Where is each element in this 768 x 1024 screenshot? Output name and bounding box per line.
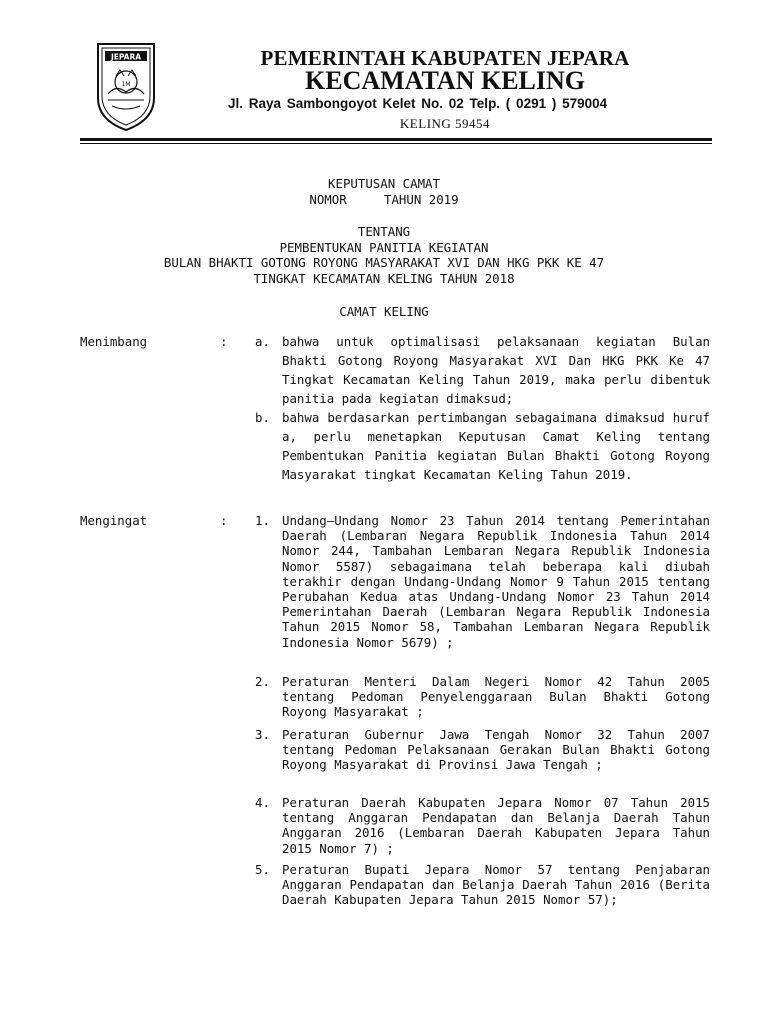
decree-title-line: KEPUTUSAN CAMAT: [328, 176, 440, 191]
item-marker: 5.: [255, 862, 270, 877]
letterhead-government: PEMERINTAH KABUPATEN JEPARA: [260, 46, 630, 70]
item-marker: a.: [255, 334, 270, 349]
mengingat-item: [255, 727, 710, 773]
letterhead-address: Jl. Raya Sambongoyot Kelet No. 02 Telp. ( 0291 ) 579004: [228, 96, 608, 111]
letterhead-district: KECAMATAN KELING: [305, 66, 585, 95]
menimbang-item: [255, 408, 710, 484]
decree-authority: CAMAT KELING: [339, 304, 429, 319]
item-text: bahwa untuk optimalisasi pelaksanaan kegiatan Bulan Bhakti Gotong Royong Masyarakat XVI Dan HKG PKK Ke 47 Tingkat Kecamatan Keling Tahun 2019, maka perlu dibentuk panitia pada kegiatan dimaksud;: [282, 334, 710, 406]
mengingat-item: [255, 795, 710, 856]
svg-text:1M: 1M: [121, 81, 131, 88]
menimbang-colon: :: [220, 334, 228, 349]
item-text: bahwa berdasarkan pertimbangan sebagaimana dimaksud huruf a, perlu menetapkan Keputusan Camat Keling tentang Pembentukan Panitia kegiatan Bulan Bhakti Gotong Royong Masyarakat tingkat Kecamatan Keling Tahun 2019.: [282, 410, 710, 482]
item-marker: 2.: [255, 674, 270, 689]
menimbang-item: [255, 332, 710, 408]
decree-subject: [0, 224, 768, 286]
mengingat-label: Mengingat: [80, 513, 148, 528]
subject-line: TINGKAT KECAMATAN KELING TAHUN 2018: [253, 270, 515, 286]
mengingat-item: [255, 513, 710, 650]
item-marker: 3.: [255, 727, 270, 742]
item-marker: b.: [255, 410, 270, 425]
item-text: Peraturan Gubernur Jawa Tengah Nomor 32 Tahun 2007 tentang Pedoman Pelaksanaan Gerakan Bulan Bhakti Gotong Royong Masyarakat di Provinsi Jawa Tengah ;: [282, 727, 710, 773]
letterhead-divider-thin: [80, 143, 712, 144]
letterhead-divider: [80, 138, 712, 141]
mengingat-item: [255, 862, 710, 908]
decree-title: [0, 176, 768, 207]
item-text: Undang–Undang Nomor 23 Tahun 2014 tentang Pemerintahan Daerah (Lembaran Negara Republik Indonesia Tahun 2014 Nomor 244, Tambahan Lembaran Negara Republik Indonesia Nomor 5587) sebagaimana telah beberapa kali diubah terakhir dengan Undang-Undang Nomor 9 Tahun 2015 tentang Perubahan Kedua atas Undang-Undang Nomor 23 Tahun 2014 Pemerintahan Daerah (Lembaran Negara Republik Indonesia Tahun 2015 Nomor 58, Tambahan Lembaran Negara Republik Indonesia Nomor 5679) ;: [282, 513, 710, 650]
letterhead-postal: KELING 59454: [399, 116, 491, 131]
mengingat-item: [255, 674, 710, 720]
tentang-heading: TENTANG: [357, 224, 411, 239]
subject-line: BULAN BHAKTI GOTONG ROYONG MASYARAKAT XVI DAN HKG PKK KE 47: [163, 255, 605, 270]
item-text: Peraturan Bupati Jepara Nomor 57 tentang Penjabaran Anggaran Pendapatan dan Belanja Daerah Tahun 2016 (Berita Daerah Kabupaten Jepara Tahun 2015 Nomor 57);: [282, 862, 710, 908]
item-text: Peraturan Daerah Kabupaten Jepara Nomor 07 Tahun 2015 tentang Anggaran Pendapatan dan Belanja Daerah Tahun Anggaran 2016 (Lembaran Daerah Kabupaten Jepara Tahun 2015 Nomor 7) ;: [282, 795, 710, 856]
item-marker: 4.: [255, 795, 270, 810]
mengingat-colon: :: [220, 513, 228, 528]
svg-text:JEPARA: JEPARA: [110, 52, 142, 62]
item-text: Peraturan Menteri Dalam Negeri Nomor 42 Tahun 2005 tentang Pedoman Penyelenggaraan Bulan Bhakti Gotong Royong Masyarakat ;: [282, 674, 710, 720]
item-marker: 1.: [255, 513, 270, 528]
menimbang-label: Menimbang: [80, 334, 148, 349]
subject-line: PEMBENTUKAN PANITIA KEGIATAN: [279, 239, 489, 255]
jepara-emblem-logo: [94, 40, 158, 132]
decree-number-line: NOMOR TAHUN 2019: [309, 191, 459, 207]
